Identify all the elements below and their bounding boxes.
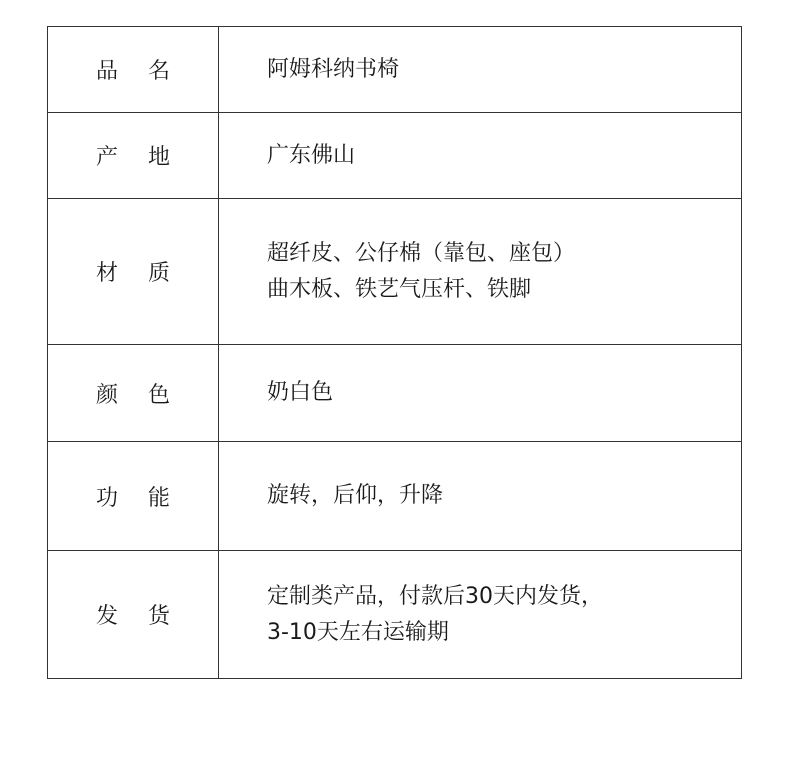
spec-value: 曲木板、铁艺气压杆、铁脚	[267, 276, 532, 302]
spec-row-color	[48, 345, 742, 442]
spec-value-cell	[219, 551, 742, 679]
spec-label: 发 货	[96, 604, 170, 629]
spec-value: 超纤皮、公仔棉（靠包、座包）	[267, 240, 576, 266]
spec-row-origin	[48, 113, 742, 199]
spec-label: 产 地	[96, 145, 170, 170]
spec-label-cell	[48, 442, 219, 551]
spec-value-cell	[219, 27, 742, 113]
spec-label-cell	[48, 199, 219, 345]
spec-row-name	[48, 27, 742, 113]
spec-label: 功 能	[96, 485, 170, 511]
spec-value: 奶白色	[267, 380, 334, 405]
spec-value-cell	[219, 442, 742, 551]
spec-value-cell	[219, 199, 742, 345]
spec-label-cell	[48, 113, 219, 199]
spec-value-cell	[219, 345, 742, 442]
spec-value: 3-10天左右运输期	[267, 619, 449, 645]
spec-label: 材 质	[96, 261, 170, 286]
spec-label-cell	[48, 27, 219, 113]
spec-value: 旋转，后仰，升降	[267, 483, 444, 508]
spec-label: 品 名	[96, 59, 170, 84]
spec-value-cell	[219, 113, 742, 199]
spec-row-material	[48, 199, 742, 345]
product-spec-table	[47, 26, 742, 679]
spec-label-cell	[48, 345, 219, 442]
spec-row-function	[48, 442, 742, 551]
spec-value: 定制类产品，付款后30天内发货，	[267, 583, 603, 609]
spec-label: 颜 色	[96, 382, 170, 408]
spec-row-shipping	[48, 551, 742, 679]
spec-value: 广东佛山	[267, 142, 356, 168]
spec-label-cell	[48, 551, 219, 679]
spec-value: 阿姆科纳书椅	[267, 56, 400, 82]
